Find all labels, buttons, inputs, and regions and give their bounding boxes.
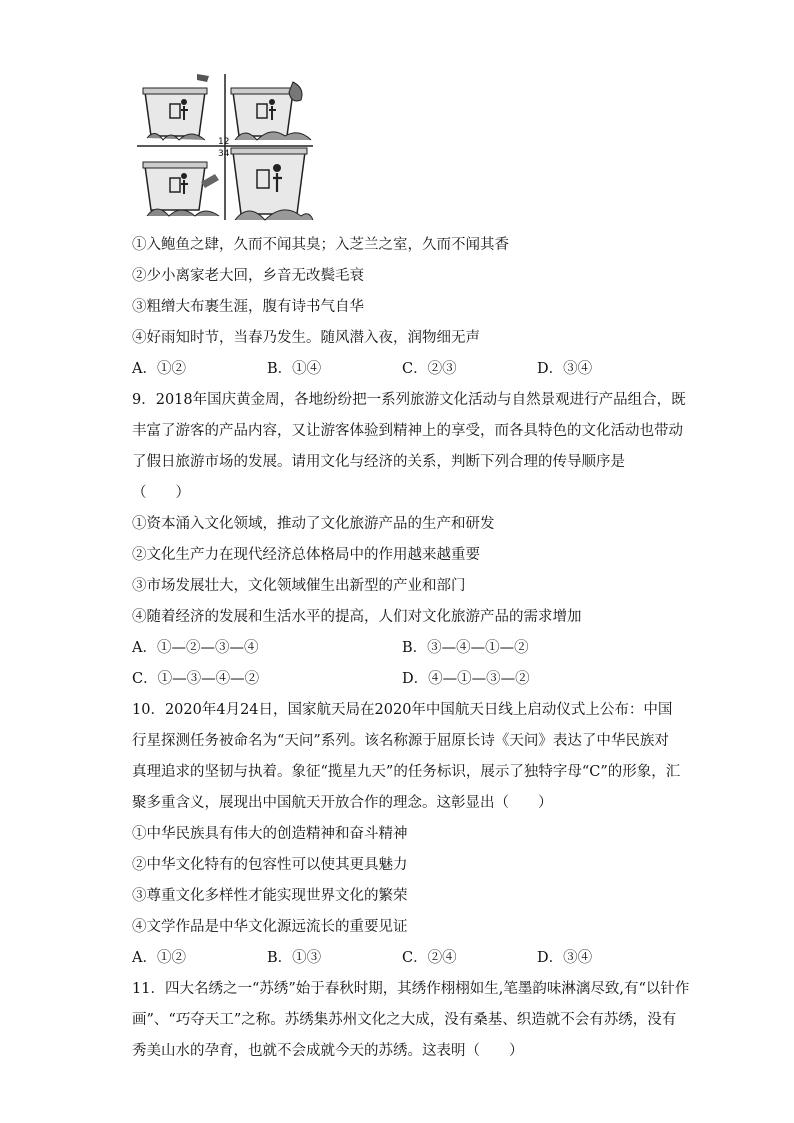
q9-option-a[interactable]: A．①—②—③—④ [132, 640, 259, 656]
q10-stem-line-4: 聚多重含义，展现出中国航天开放合作的理念。这彰显出（ ） [132, 795, 553, 811]
comic-panel-4 [231, 148, 313, 220]
q9-item-1: ①资本涌入文化领域，推动了文化旅游产品的生产和研发 [132, 516, 495, 532]
q8-item-1: ①入鲍鱼之肆，久而不闻其臭；入芝兰之室，久而不闻其香 [132, 237, 509, 253]
q10-item-3: ③尊重文化多样性才能实现世界文化的繁荣 [132, 888, 408, 904]
q10-item-2: ②中华文化特有的包容性可以使其更具魅力 [132, 857, 408, 873]
q11-stem-line-2: 画”、“巧夺天工”之称。苏绣集苏州文化之大成，没有桑基、织造就不会有苏绣，没有 [132, 1012, 677, 1028]
q8-option-c[interactable]: C．②③ [402, 361, 457, 377]
question-content [132, 230, 690, 1067]
q11-stem-line-3: 秀美山水的孕育，也就不会成就今天的苏绣。这表明（ ） [132, 1043, 524, 1059]
panel-label-bottom: 34 [218, 149, 230, 159]
q10-option-c[interactable]: C．②④ [402, 950, 457, 966]
q9-item-2: ②文化生产力在现代经济总体格局中的作用越来越重要 [132, 547, 480, 563]
q9-answer-blank: （ ） [132, 485, 190, 501]
q9-option-d[interactable]: D．④—①—③—② [402, 671, 530, 687]
q8-item-3: ③粗缯大布裹生涯，腹有诗书气自华 [132, 299, 364, 315]
trash-can-comic-figure [135, 70, 315, 222]
q10-stem-line-1: 10．2020年4月24日，国家航天局在2020年中国航天日线上启动仪式上公布：中国 [132, 702, 673, 718]
panel-label-top: 12 [218, 137, 230, 147]
q10-option-d[interactable]: D．③④ [537, 950, 593, 966]
comic-panel-1 [143, 74, 209, 140]
q9-option-c[interactable]: C．①—③—④—② [132, 671, 260, 687]
q10-stem-line-2: 行星探测任务被命名为“天问”系列。该名称源于屈原长诗《天问》表达了中华民族对 [132, 733, 669, 749]
q8-options [132, 354, 672, 385]
q10-option-a[interactable]: A．①② [132, 950, 186, 966]
q9-stem-line-3: 了假日旅游市场的发展。请用文化与经济的关系，判断下列合理的传导顺序是 [132, 454, 625, 470]
q9-stem-line-2: 丰富了游客的产品内容，又让游客体验到精神上的享受，而各具特色的文化活动也带动 [132, 423, 683, 439]
q9-item-4: ④随着经济的发展和生活水平的提高，人们对文化旅游产品的需求增加 [132, 609, 582, 625]
comic-panel-2 [231, 82, 311, 140]
q11-stem-line-1: 11．四大名绣之一“苏绣”始于春秋时期，其绣作栩栩如生,笔墨韵味淋漓尽致,有“以针作 [132, 981, 690, 997]
q8-option-a[interactable]: A．①② [132, 361, 186, 377]
q9-stem-line-1: 9．2018年国庆黄金周，各地纷纷把一系列旅游文化活动与自然景观进行产品组合，既 [132, 392, 686, 408]
q8-item-2: ②少小离家老大回，乡音无改鬓毛衰 [132, 268, 364, 284]
q10-options [132, 943, 672, 974]
q9-item-3: ③市场发展壮大，文化领域催生出新型的产业和部门 [132, 578, 466, 594]
q8-option-b[interactable]: B．①④ [267, 361, 322, 377]
q8-option-d[interactable]: D．③④ [537, 361, 593, 377]
q10-item-4: ④文学作品是中华文化源远流长的重要见证 [132, 919, 408, 935]
q10-stem-line-3: 真理追求的坚韧与执着。象征“揽星九天”的任务标识，展示了独特字母“C”的形象，汇 [132, 764, 681, 780]
trash-can-comic-illustration [135, 70, 315, 222]
q10-option-b[interactable]: B．①③ [267, 950, 322, 966]
q9-options-row-1 [132, 633, 672, 664]
comic-panel-3 [143, 162, 219, 216]
q9-option-b[interactable]: B．③—④—①—② [402, 640, 529, 656]
q9-options-row-2 [132, 664, 672, 695]
q10-item-1: ①中华民族具有伟大的创造精神和奋斗精神 [132, 826, 408, 842]
q8-item-4: ④好雨知时节，当春乃发生。随风潜入夜，润物细无声 [132, 330, 480, 346]
